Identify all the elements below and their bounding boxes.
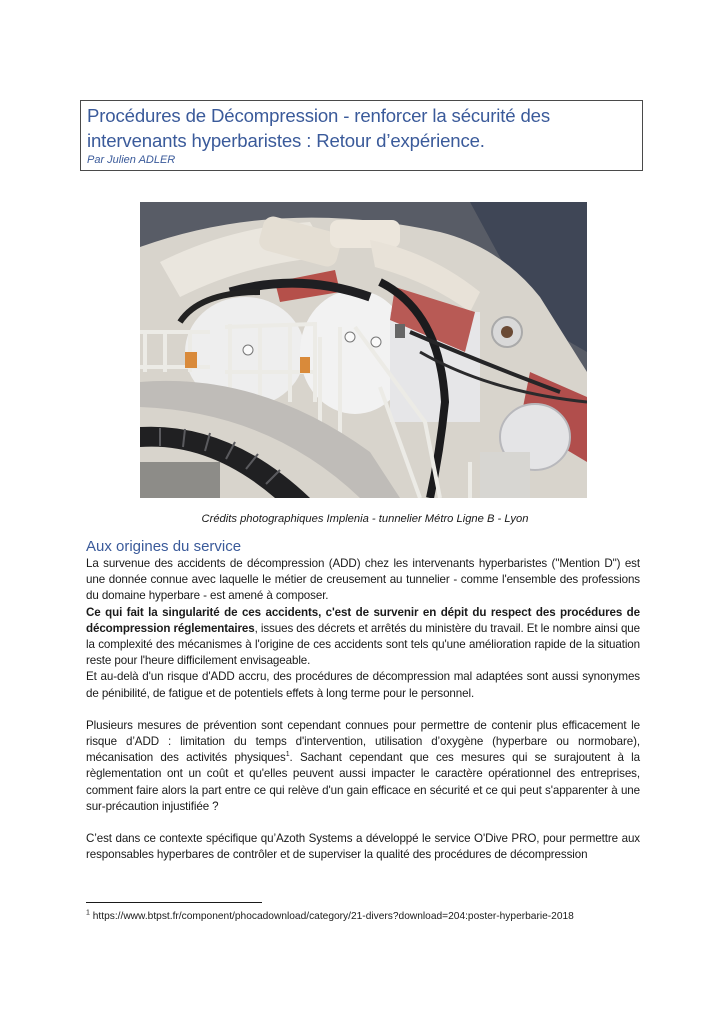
- paragraph-4: [86, 718, 640, 815]
- pressure-gauge: [243, 345, 253, 355]
- pressure-gauge: [345, 332, 355, 342]
- footnote-reference[interactable]: 1: [285, 751, 290, 759]
- paragraph-2-text: , issues des décrets et arrêtés du ministère du travail. Et le nombre ainsi que la complexité des mécanismes à l'origine de ces accidents sont tels qu'une amélioration rapide de la situation reste pour l'heure difficilement envisageable.: [86, 621, 640, 668]
- paragraph-5: C’est dans ce contexte spécifique qu’Azoth Systems a développé le service O'Dive PRO, pour permettre aux responsables hyperbares de contrôler et de superviser la qualité des procédures de décompression: [86, 832, 640, 862]
- photo-caption: Crédits photographiques Implenia - tunnelier Métro Ligne B - Lyon: [201, 513, 529, 525]
- footnote-number: 1: [86, 909, 90, 917]
- article-title: Procédures de Décompression - renforcer la sécurité des intervenants hyperbaristes : Retour d’expérience.: [87, 105, 551, 151]
- footnote-1: [86, 910, 640, 924]
- paragraph-4-text: Plusieurs mesures de prévention sont cependant connues pour permettre de contenir plus efficacement le risque d’ADD : limitation du temps d'intervention, utilisation d’oxygène (hyperbare ou normobare), mécanisation des activités physiques: [86, 718, 640, 765]
- footnote-separator: [86, 902, 262, 903]
- equipment-rack: [480, 452, 530, 498]
- section-heading: Aux origines du service: [86, 538, 242, 555]
- paragraph-4-text-cont: . Sachant cependant que ces mesures qui se surajoutent à la règlementation ont un coût et qu'elles peuvent aussi impacter le caractère opérationnel des entreprises, comment faire alors la part entre ce qui relève d'un gain efficace en sécurité et ce qui peut s'apparenter à une sur-précaution injustifiée ?: [86, 751, 640, 813]
- article-byline: Par Julien ADLER: [87, 154, 176, 166]
- paragraph-2-emphasis: Ce qui fait la singularité de ces accidents, c'est de survenir en dépit du respect des procédures de décompression réglementaires: [86, 605, 640, 635]
- paragraph-1: La survenue des accidents de décompression (ADD) chez les intervenants hyperbaristes ("Mention D") est une donnée connue avec laquelle le métier de creusement au tunnelier - comme l'ensemble des professions du domaine hyperbare - est amené à composer.: [86, 557, 640, 603]
- paragraph-3: Et au-delà d'un risque d'ADD accru, des procédures de décompression mal adaptées sont aussi synonymes de pénibilité, de fatigue et de potentiels effets à long terme pour le personnel.: [86, 670, 640, 700]
- paragraph-2: [86, 605, 640, 670]
- footnote-link[interactable]: https://www.btpst.fr/component/phocadownload/category/21-divers?download=204:poster-hyperbarie-2018: [92, 911, 574, 922]
- pressure-gauge: [371, 337, 381, 347]
- pipe: [330, 220, 400, 248]
- lower-equipment: [140, 462, 220, 498]
- orange-box: [185, 352, 197, 368]
- section-body: [86, 556, 640, 863]
- flange-bore: [501, 326, 513, 338]
- orange-box: [300, 357, 310, 373]
- tunnel-boring-machine-photo: [140, 202, 587, 498]
- photo-illustration: [140, 202, 587, 498]
- title-box: [80, 100, 643, 171]
- control-device: [395, 324, 405, 338]
